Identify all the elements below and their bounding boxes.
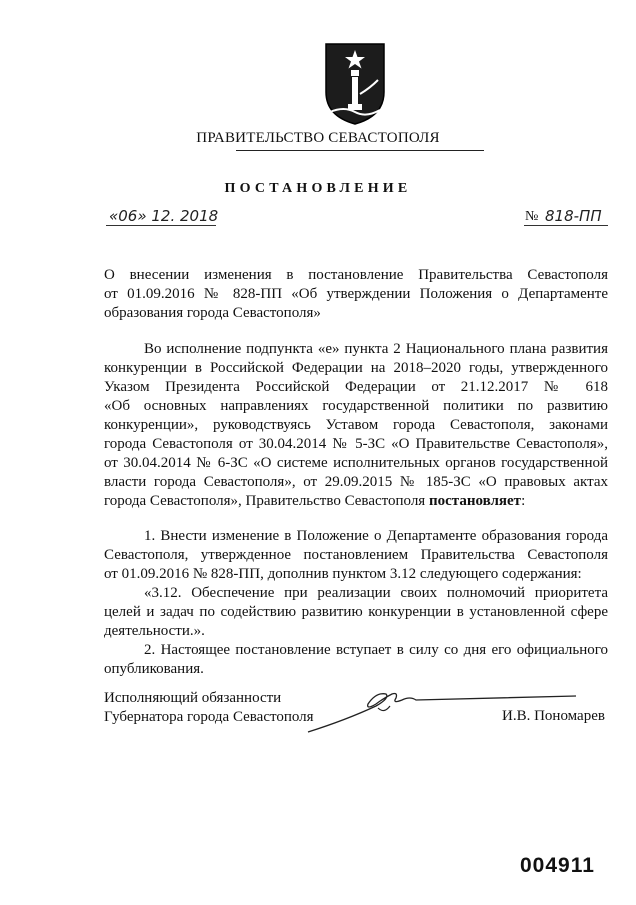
government-title: ПРАВИТЕЛЬСТВО СЕВАСТОПОЛЯ — [196, 130, 440, 146]
preamble-line: Во исполнение подпункта «е» пункта 2 Национального плана развития — [144, 341, 608, 357]
item-line: целей и задач по содействию развитию конкуренции в установленной сфере — [104, 604, 608, 620]
subject-line: О внесении изменения в постановление Правительства Севастополя — [104, 267, 608, 283]
document-date: «06» 12. 2018 — [109, 207, 219, 225]
position-line: Исполняющий обязанности — [104, 690, 282, 706]
position-line: Губернатора города Севастополя — [104, 709, 314, 725]
document-type-heading: ПОСТАНОВЛЕНИЕ — [224, 181, 412, 196]
preamble-line: города Севастополя», Правительство Севастополя — [104, 493, 429, 509]
preamble-line: Указом Президента Российской Федерации от 21.12.2017 № 618 — [104, 379, 608, 395]
number-underline — [524, 225, 608, 226]
resolves-word: постановляет — [428, 493, 522, 509]
item-line: опубликования. — [104, 661, 204, 677]
preamble-line: «Об основных направлениях государственной политики по развитию — [104, 398, 608, 414]
document-number: 818-ПП — [545, 207, 602, 225]
preamble-last-line — [104, 492, 608, 511]
item-line: 1. Внести изменение в Положение о Департаменте образования города — [144, 528, 608, 544]
preamble-line: конкуренции в Российской Федерации на 2018–2020 годы, утвержденного — [104, 360, 608, 376]
item-line: 2. Настоящее постановление вступает в силу со дня его официального — [144, 642, 608, 658]
registration-number: 004911 — [520, 854, 595, 877]
item-line: Севастополя, утвержденное постановлением Правительства Севастополя — [104, 547, 608, 563]
coat-of-arms-emblem — [324, 42, 386, 126]
item-line: от 01.09.2016 № 828-ПП, дополнив пунктом 3.12 следующего содержания: — [104, 566, 582, 582]
preamble-line: конкуренции», руководствуясь Уставом города Севастополя, законами — [104, 417, 608, 433]
preamble-line: от 30.04.2014 № 6-ЗС «О системе исполнительных органов государственной — [104, 455, 608, 471]
number-sign: № — [525, 209, 539, 224]
preamble-line: города Севастополя от 30.04.2014 № 5-ЗС «О Правительстве Севастополя», — [104, 436, 608, 452]
subject-line: образования города Севастополя» — [104, 305, 321, 321]
preamble-colon: : — [521, 493, 526, 509]
title-underline — [236, 150, 484, 151]
item-line: деятельности.». — [104, 623, 205, 639]
preamble-line: власти города Севастополя», от 29.09.2015 № 185-ЗС «О правовых актах — [104, 474, 608, 490]
date-underline — [106, 225, 216, 226]
subject-line: от 01.09.2016 № 828-ПП «Об утверждении Положения о Департаменте — [104, 286, 608, 302]
item-line: «3.12. Обеспечение при реализации своих полномочий приоритета — [144, 585, 608, 601]
signatory-name: И.В. Пономарев — [502, 708, 605, 724]
signatory-position — [104, 689, 314, 727]
